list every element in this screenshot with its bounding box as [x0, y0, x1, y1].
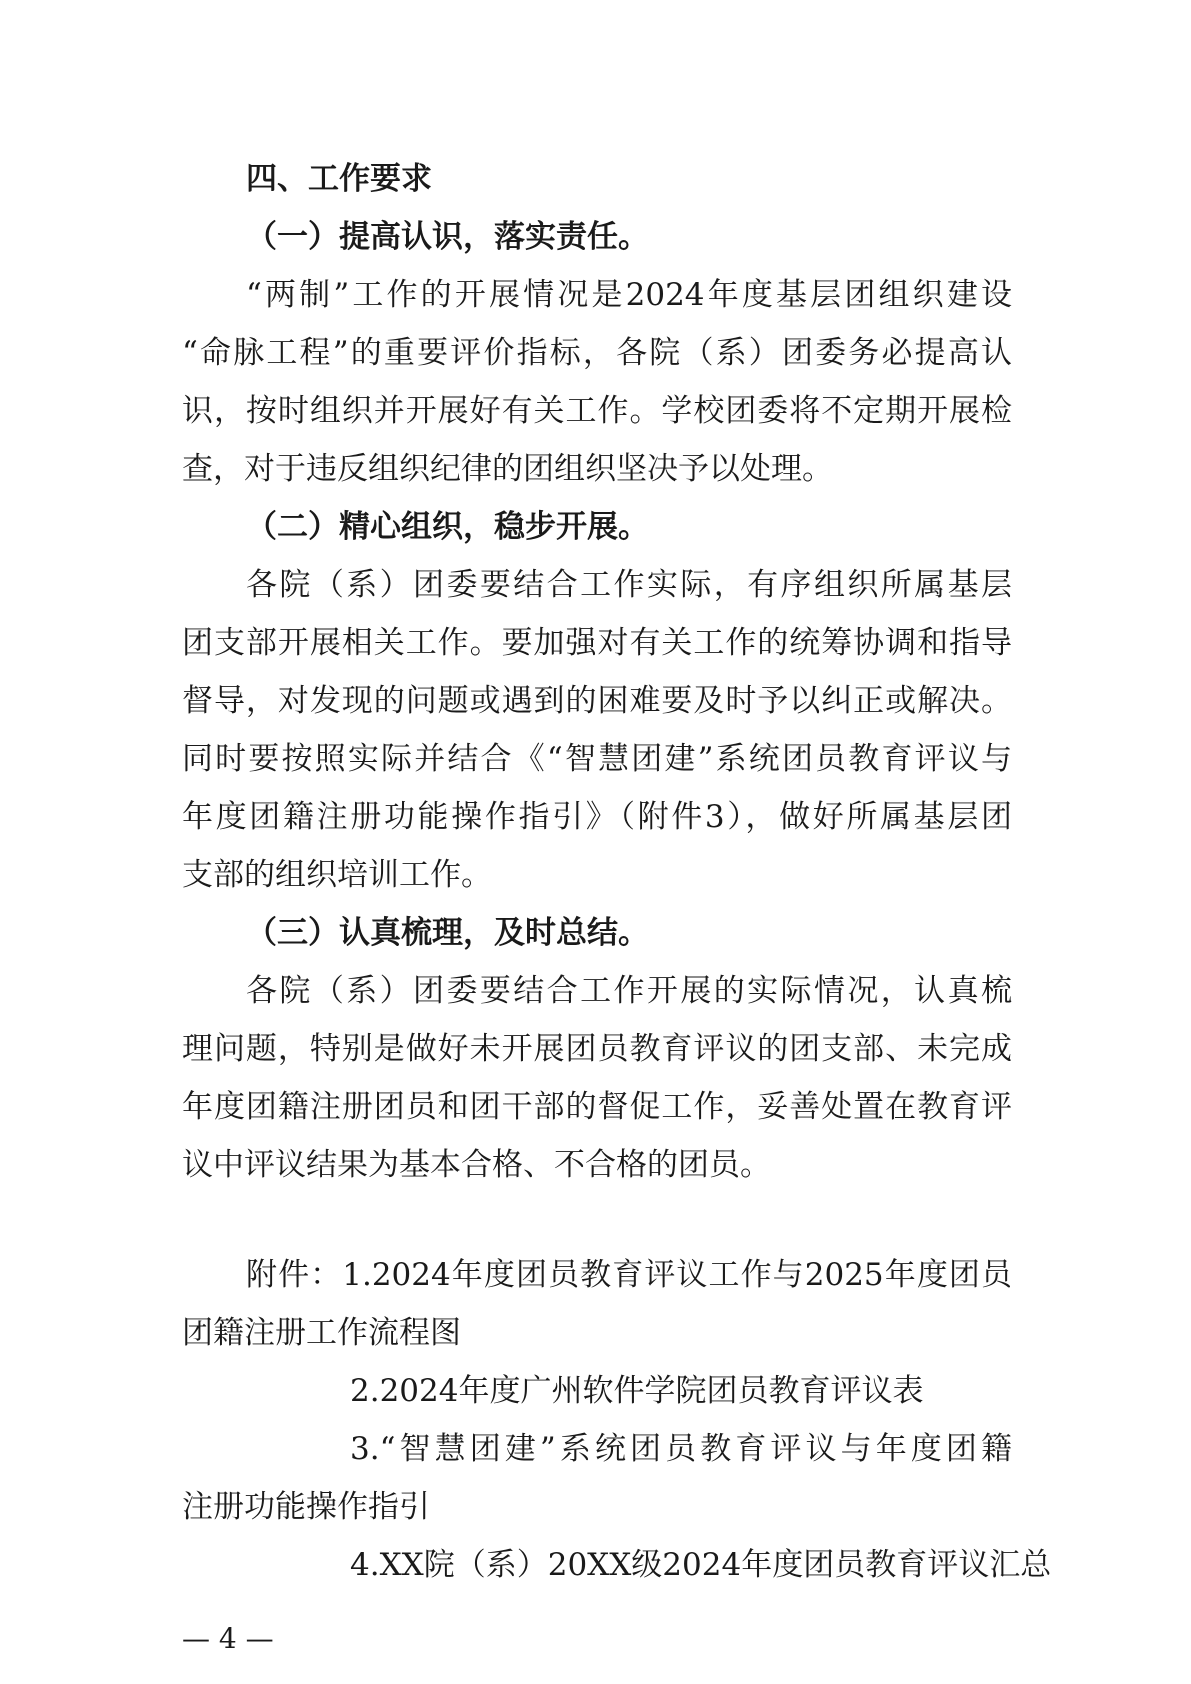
item-3-line-2: 理问题，特别是做好未开展团员教育评议的团支部、未完成 [182, 1031, 1012, 1067]
item-3-line-3: 年度团籍注册团员和团干部的督促工作，妥善处置在教育评 [182, 1089, 1012, 1125]
item-2-line-1: 各院（系）团委要结合工作实际，有序组织所属基层 [246, 567, 1012, 603]
item-1-line-2: “命脉工程”的重要评价指标，各院（系）团委务必提高认 [182, 335, 1012, 371]
item-1-line-1: “两制”工作的开展情况是2024年度基层团组织建设 [246, 277, 1012, 313]
attachment-1-line-1: 附件：1.2024年度团员教育评议工作与2025年度团员 [246, 1257, 1012, 1293]
item-2-line-4: 同时要按照实际并结合《“智慧团建”系统团员教育评议与 [182, 741, 1012, 777]
attachment-3-line-2: 注册功能操作指引 [182, 1489, 430, 1525]
item-2-line-3: 督导，对发现的问题或遇到的困难要及时予以纠正或解决。 [182, 683, 1012, 719]
item-2-line-6: 支部的组织培训工作。 [182, 857, 492, 893]
page-number: — 4 — [182, 1622, 274, 1655]
attachment-2: 2.2024年度广州软件学院团员教育评议表 [350, 1373, 924, 1409]
item-3-line-1: 各院（系）团委要结合工作开展的实际情况，认真梳 [246, 973, 1012, 1009]
item-1-heading: （一）提高认识，落实责任。 [246, 219, 649, 255]
item-1-line-4: 查，对于违反组织纪律的团组织坚决予以处理。 [182, 451, 833, 487]
attachment-1-line-2: 团籍注册工作流程图 [182, 1315, 461, 1351]
attachment-3-line-1: 3.“智慧团建”系统团员教育评议与年度团籍 [350, 1431, 1012, 1467]
item-3-line-4: 议中评议结果为基本合格、不合格的团员。 [182, 1147, 771, 1183]
spacer [182, 1194, 1012, 1246]
attachment-4: 4.XX院（系）20XX级2024年度团员教育评议汇总 [350, 1547, 1052, 1583]
section-title: 四、工作要求 [246, 161, 432, 197]
document-page [182, 150, 1052, 1594]
item-2-line-2: 团支部开展相关工作。要加强对有关工作的统筹协调和指导 [182, 625, 1012, 661]
item-3-heading: （三）认真梳理，及时总结。 [246, 915, 649, 951]
item-2-heading: （二）精心组织，稳步开展。 [246, 509, 649, 545]
item-1-line-3: 识，按时组织并开展好有关工作。学校团委将不定期开展检 [182, 393, 1012, 429]
item-2-line-5: 年度团籍注册功能操作指引》（附件3），做好所属基层团 [182, 799, 1012, 835]
